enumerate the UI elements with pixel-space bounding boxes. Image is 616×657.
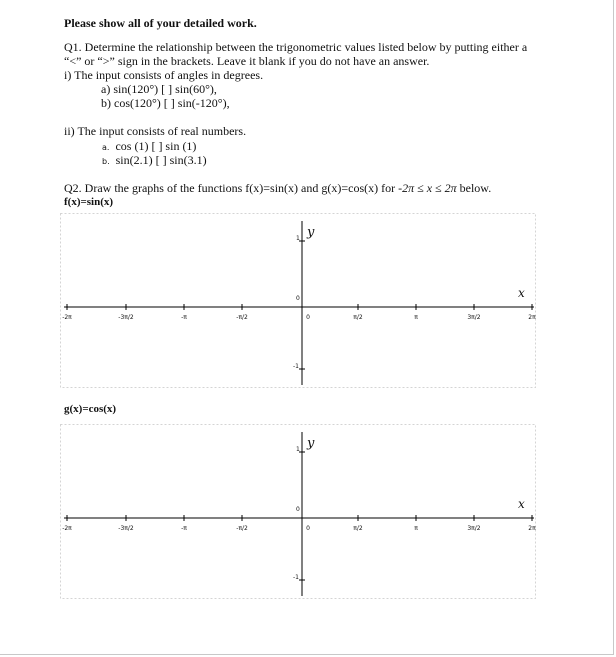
q1-part-ii-item-b	[102, 154, 207, 168]
q1-part-i-item-a: a) sin(120°) [ ] sin(60°),	[101, 82, 217, 96]
cos-graph	[60, 403, 536, 599]
q1-line-1: Q1. Determine the relationship between the trigonometric values listed below by putting either a	[64, 40, 528, 54]
sin-graph	[60, 196, 536, 388]
y-axis-label: y	[307, 225, 315, 240]
q2-prefix: Q2. Draw the graphs of the functions f(x)=sin(x) and g(x)=cos(x) for	[64, 181, 399, 195]
x-tick-label: π/2	[353, 525, 363, 532]
x-tick-label: 3π/2	[467, 314, 481, 321]
q1-part-i-heading: i) The input consists of angles in degrees.	[64, 68, 264, 82]
x-tick-label: π	[414, 525, 418, 532]
x-tick-label: -π	[181, 314, 187, 321]
q1-line-2: “<” or “>” sign in the brackets. Leave it blank if you do not have an answer.	[64, 54, 430, 68]
x-tick-label: π/2	[353, 314, 363, 321]
x-tick-label: 0	[306, 314, 310, 321]
x-tick-label: -3π/2	[118, 525, 134, 532]
item-text: sin(2.1) [ ] sin(3.1)	[115, 153, 207, 167]
x-tick-label: π	[414, 314, 418, 321]
list-marker: a.	[102, 143, 110, 152]
x-tick-label: 3π/2	[467, 525, 481, 532]
x-axis-label: x	[518, 286, 525, 300]
q1-part-i-item-b: b) cos(120°) [ ] sin(-120°),	[101, 96, 230, 110]
y-tick-label: 1	[296, 235, 300, 242]
x-tick-label: -π/2	[236, 525, 248, 532]
x-tick-label: -3π/2	[118, 314, 134, 321]
list-marker: b.	[102, 157, 110, 166]
y-tick-label: 1	[296, 446, 300, 453]
instruction-heading: Please show all of your detailed work.	[64, 16, 257, 30]
x-tick-label: -π	[181, 525, 187, 532]
q2-suffix: below.	[456, 181, 492, 195]
graph-function-label: f(x)=sin(x)	[64, 196, 114, 208]
q2-text	[64, 182, 491, 195]
x-axis-label: x	[518, 497, 525, 511]
x-tick-label: 2π	[528, 314, 536, 321]
x-tick-label: 2π	[528, 525, 536, 532]
x-tick-label: -2π	[62, 525, 72, 532]
item-text: cos (1) [ ] sin (1)	[115, 139, 197, 153]
q1-part-ii-heading: ii) The input consists of real numbers.	[64, 124, 247, 138]
y-tick-label: 0	[296, 506, 300, 513]
y-tick-label: -1	[293, 363, 299, 370]
x-tick-label: -π/2	[236, 314, 248, 321]
q2-range: -2π ≤ x ≤ 2π	[398, 181, 457, 195]
x-tick-label: 0	[306, 525, 310, 532]
x-tick-label: -2π	[62, 314, 72, 321]
y-axis-label: y	[307, 436, 315, 451]
y-tick-label: -1	[293, 574, 299, 581]
graph-function-label: g(x)=cos(x)	[64, 403, 117, 415]
q1-part-ii-item-a	[102, 140, 196, 154]
y-tick-label: 0	[296, 295, 300, 302]
